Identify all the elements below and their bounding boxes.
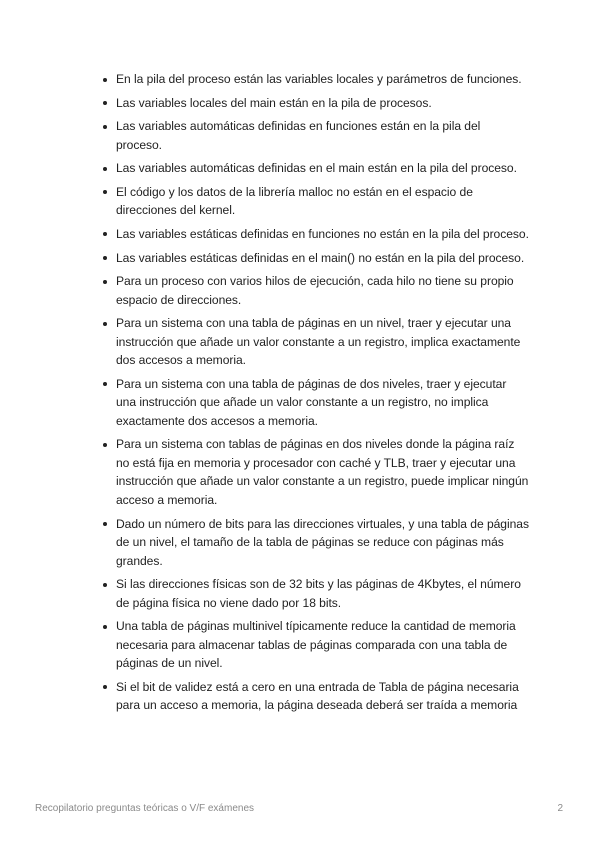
list-item-text: Dado un número de bits para las direcciones virtuales, y una tabla de páginas de un nivel, el tamaño de la tabla de páginas se reduce con páginas más grandes. [116,516,529,568]
list-item-text: Las variables estáticas definidas en el main() no están en la pila del proceso. [116,250,525,265]
list-item-text: Para un sistema con una tabla de páginas de dos niveles, traer y ejecutar una instrucción que añade un valor constante a un registro, no implica exactamente dos accesos a memoria. [116,376,507,428]
bullet-icon [103,583,107,587]
list-item [0,272,599,309]
list-item [0,314,599,370]
list-item-text: Para un sistema con una tabla de páginas en un nivel, traer y ejecutar una instrucción que añade un valor constante a un registro, implica exactamente dos accesos a memoria. [116,316,521,368]
list-item [0,225,599,244]
bullet-icon [103,101,107,105]
list-item [0,117,599,154]
list-item-text: Las variables automáticas definidas en el main están en la pila del proceso. [116,161,517,176]
bullet-icon [103,78,107,82]
footer-title: Recopilatorio preguntas teóricas o V/F exámenes [35,803,255,814]
list-item [0,375,599,431]
list-item [0,575,599,612]
page-number: 2 [557,803,563,814]
list-item-text: Para un proceso con varios hilos de ejecución, cada hilo no tiene su propio espacio de direcciones. [116,274,514,307]
list-item-text: El código y los datos de la librería malloc no están en el espacio de direcciones del kernel. [116,184,473,218]
bullet-icon [103,190,107,194]
bullet-icon [103,625,107,629]
list-item [0,249,599,268]
bullet-icon [103,256,107,260]
list-item-text: Una tabla de páginas multinivel típicamente reduce la cantidad de memoria necesaria para almacenar tablas de páginas comparada con una tabla de páginas de un nivel. [116,619,516,671]
list-item-text: Para un sistema con tablas de páginas en dos niveles donde la página raíz no está fija en memoria y procesador con caché y TLB, traer y ejecutar una instrucción que añade un valor constante a un registro, puede implicar ningún acceso a memoria. [116,437,529,507]
bullet-icon [103,382,107,386]
list-item [0,678,599,715]
list-item [0,70,599,89]
bullet-icon [103,522,107,526]
list-item [0,159,599,178]
bullet-icon [103,125,107,129]
statement-list [0,70,599,720]
list-item-text: Las variables estáticas definidas en funciones no están en la pila del proceso. [116,226,529,241]
bullet-icon [103,232,107,236]
list-item-text: Si las direcciones físicas son de 32 bits y las páginas de 4Kbytes, el número de página física no viene dado por 18 bits. [116,577,521,610]
list-item-text: Las variables automáticas definidas en funciones están en la pila del proceso. [116,119,481,152]
list-item-text: En la pila del proceso están las variables locales y parámetros de funciones. [116,72,522,86]
list-item [0,435,599,509]
bullet-icon [103,685,107,689]
bullet-icon [103,322,107,326]
bullet-icon [103,167,107,171]
bullet-icon [103,280,107,284]
list-item [0,515,599,571]
list-item [0,617,599,673]
list-item [0,183,599,220]
list-item [0,94,599,113]
list-item-text: Las variables locales del main están en la pila de procesos. [116,95,432,110]
bullet-icon [103,443,107,447]
list-item-text: Si el bit de validez está a cero en una entrada de Tabla de página necesaria para un acceso a memoria, la página deseada deberá ser traída a memoria [116,679,519,713]
